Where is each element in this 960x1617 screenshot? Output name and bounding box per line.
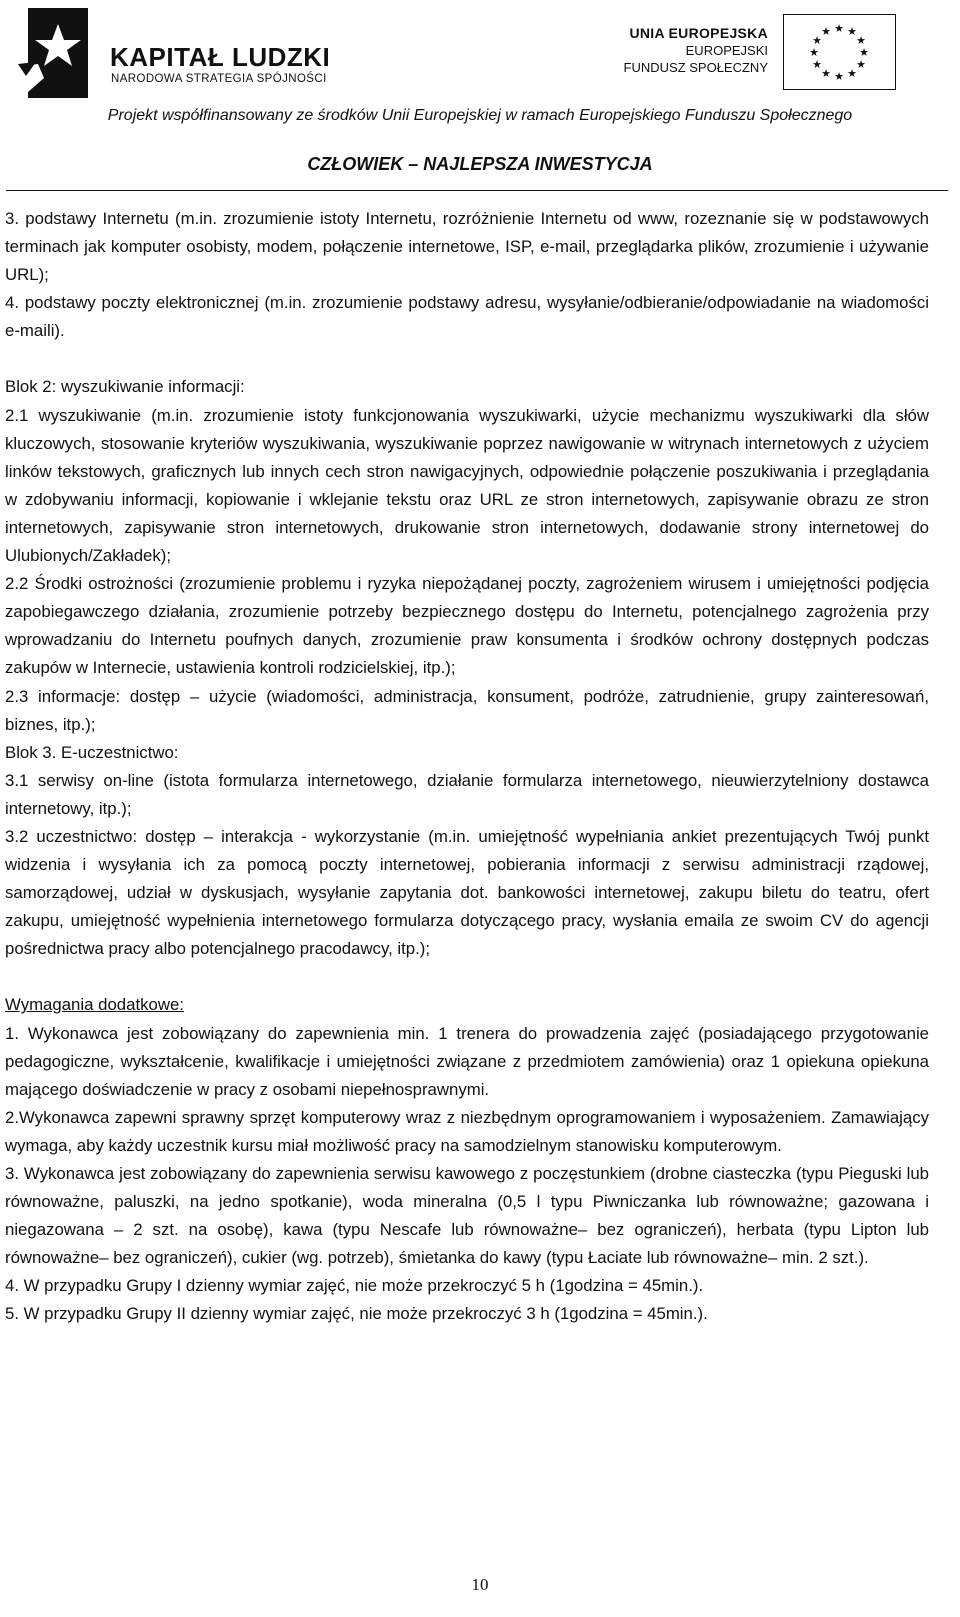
page-number: 10 <box>471 1575 489 1594</box>
cofunding-statement: Projekt współfinansowany ze środków Unii Europejskiej w ramach Europejskiego Funduszu Społecznego <box>107 107 853 124</box>
motto: CZŁOWIEK – NAJLEPSZA INWESTYCJA <box>307 154 653 174</box>
paragraph-2-2: 2.2 Środki ostrożności (zrozumienie problemu i ryzyka niepożądanej poczty, zagrożeniem wirusem i umiejętności podjęcia zapobiegawczego działania, zrozumienie potrzeby bezpiecznego dostępu do Internetu, potencjalnego zagrożenia przy wprowadzaniu do Internetu poufnych danych, zrozumienie praw konsumenta i środków ochrony dostępnych podczas zakupów w Internecie, ustawienia kontroli rodzicielskiej, itp.); <box>5 574 929 678</box>
requirement-3: 3. Wykonawca jest zobowiązany do zapewnienia serwisu kawowego z poczęstunkiem (drobne ciasteczka (typu Pieguski lub równoważne, paluszki, na jedno spotkanie), woda mineralna (0,5 l typu Piwniczanka lub równoważne; gazowana i niegazowana – 2 szt. na osobę), kawa (typu Nescafe lub równoważne– bez ograniczeń), herbata (typu Lipton lub równoważne– bez ograniczeń), cukier (wg. potrzeb), śmietanka do kawy (typu Łaciate lub równoważne– min. 2 szt.). <box>5 1164 929 1268</box>
block-3-heading: Blok 3. E-uczestnictwo: <box>5 742 179 762</box>
svg-text:★: ★ <box>821 67 831 80</box>
spacer <box>5 345 929 373</box>
additional-requirements-heading: Wymagania dodatkowe: <box>5 995 184 1015</box>
svg-text:★: ★ <box>856 34 866 47</box>
svg-text:★: ★ <box>834 22 844 35</box>
eu-logo-line1: UNIA EUROPEJSKA <box>629 25 768 41</box>
eu-flag-icon <box>783 14 896 90</box>
requirement-4: 4. W przypadku Grupy I dzienny wymiar zajęć, nie może przekroczyć 5 h (1godzina = 45min.). <box>5 1276 704 1296</box>
svg-text:★: ★ <box>821 25 831 38</box>
document-body <box>5 205 929 1329</box>
svg-text:★: ★ <box>834 70 844 83</box>
paragraph-internet-basics: 3. podstawy Internetu (m.in. zrozumienie istoty Internetu, rozróżnienie Internetu od www, rozeznanie się w podstawowych terminach jak komputer osobisty, modem, połączenie internetowe, ISP, e-mail, przeglądarka plików, zrozumienie i używanie URL); <box>5 209 929 285</box>
eu-logo-text <box>624 24 768 76</box>
paragraph-3-2: 3.2 uczestnictwo: dostęp – interakcja - wykorzystanie (m.in. umiejętność wypełniania ankiet prezentujących Twój punkt widzenia i wysyłania ich za pomocą poczty internetowej, pobierania informacji z serwisu administracji rządowej, samorządowej, udział w dyskusjach, wysyłanie zapytania dot. bankowości internetowej, zakupu biletu do teatru, ofert zakupu, umiejętność wypełnienia internetowego formularza dotyczącego pracy, wysłania emaila ze swoim CV do agencji pośrednictwa pracy albo potencjalnego pracodawcy, itp.); <box>5 826 929 959</box>
kapital-ludzki-subtitle: NARODOWA STRATEGIA SPÓJNOŚCI <box>111 73 327 85</box>
eu-logo <box>618 14 918 94</box>
requirement-1: 1. Wykonawca jest zobowiązany do zapewnienia min. 1 trenera do prowadzenia zajęć (posiadającego przygotowanie pedagogiczne, wykształcenie, kwalifikacje i umiejętności związane z przedmiotem zamówienia) oraz 1 opiekuna opiekuna mającego doświadczenie w pracy z osobami niepełnosprawnymi. <box>5 1023 929 1099</box>
spacer <box>5 963 929 991</box>
paragraph-2-3: 2.3 informacje: dostęp – użycie (wiadomości, administracja, konsument, podróże, zatrudnienie, grupy zainteresowań, biznes, itp.); <box>5 686 929 734</box>
kapital-ludzki-title: KAPITAŁ LUDZKI <box>110 42 331 72</box>
header-divider <box>6 190 948 191</box>
svg-text:★: ★ <box>847 67 857 80</box>
svg-text:★: ★ <box>847 25 857 38</box>
eu-logo-line2: EUROPEJSKI <box>685 43 768 58</box>
kapital-ludzki-logo <box>18 6 348 102</box>
svg-text:★: ★ <box>809 46 819 59</box>
svg-text:★: ★ <box>856 58 866 71</box>
svg-text:★: ★ <box>812 34 822 47</box>
paragraph-email-basics: 4. podstawy poczty elektronicznej (m.in. zrozumienie podstawy adresu, wysyłanie/odbieranie/odpowiadanie na wiadomości e-maili). <box>5 293 929 341</box>
svg-text:★: ★ <box>859 46 869 59</box>
paragraph-3-1: 3.1 serwisy on-line (istota formularza internetowego, działanie formularza internetowego, nieuwierzytelniony dostawca internetowy, itp.); <box>5 770 929 818</box>
eu-logo-line3: FUNDUSZ SPOŁECZNY <box>623 60 768 75</box>
paragraph-2-1: 2.1 wyszukiwanie (m.in. zrozumienie istoty funkcjonowania wyszukiwarki, użycie mechanizmu wyszukiwarki dla słów kluczowych, stosowanie kryteriów wyszukiwania, wyszukiwanie poprzez nawigowanie w witrynach internetowych z użyciem linków tekstowych, graficznych lub innych cech stron nawigacyjnych, odpowiednie połączenie poszukiwania i przeglądania w zdobywaniu informacji, kopiowanie i wklejanie tekstu oraz URL ze stron internetowych, zapisywanie obrazu ze stron internetowych, zapisywanie stron internetowych, drukowanie stron internetowych, dodawanie strony internetowej do Ulubionych/Zakładek); <box>5 405 929 566</box>
requirement-2: 2.Wykonawca zapewni sprawny sprzęt komputerowy wraz z niezbędnym oprogramowaniem i wyposażeniem. Zamawiający wymaga, aby każdy uczestnik kursu miał możliwość pracy na samodzielnym stanowisku komputerowym. <box>5 1107 929 1155</box>
block-2-heading: Blok 2: wyszukiwanie informacji: <box>5 377 245 397</box>
kapital-ludzki-emblem-icon <box>18 6 108 102</box>
svg-text:★: ★ <box>812 58 822 71</box>
requirement-5: 5. W przypadku Grupy II dzienny wymiar zajęć, nie może przekroczyć 3 h (1godzina = 45min.). <box>5 1304 708 1324</box>
